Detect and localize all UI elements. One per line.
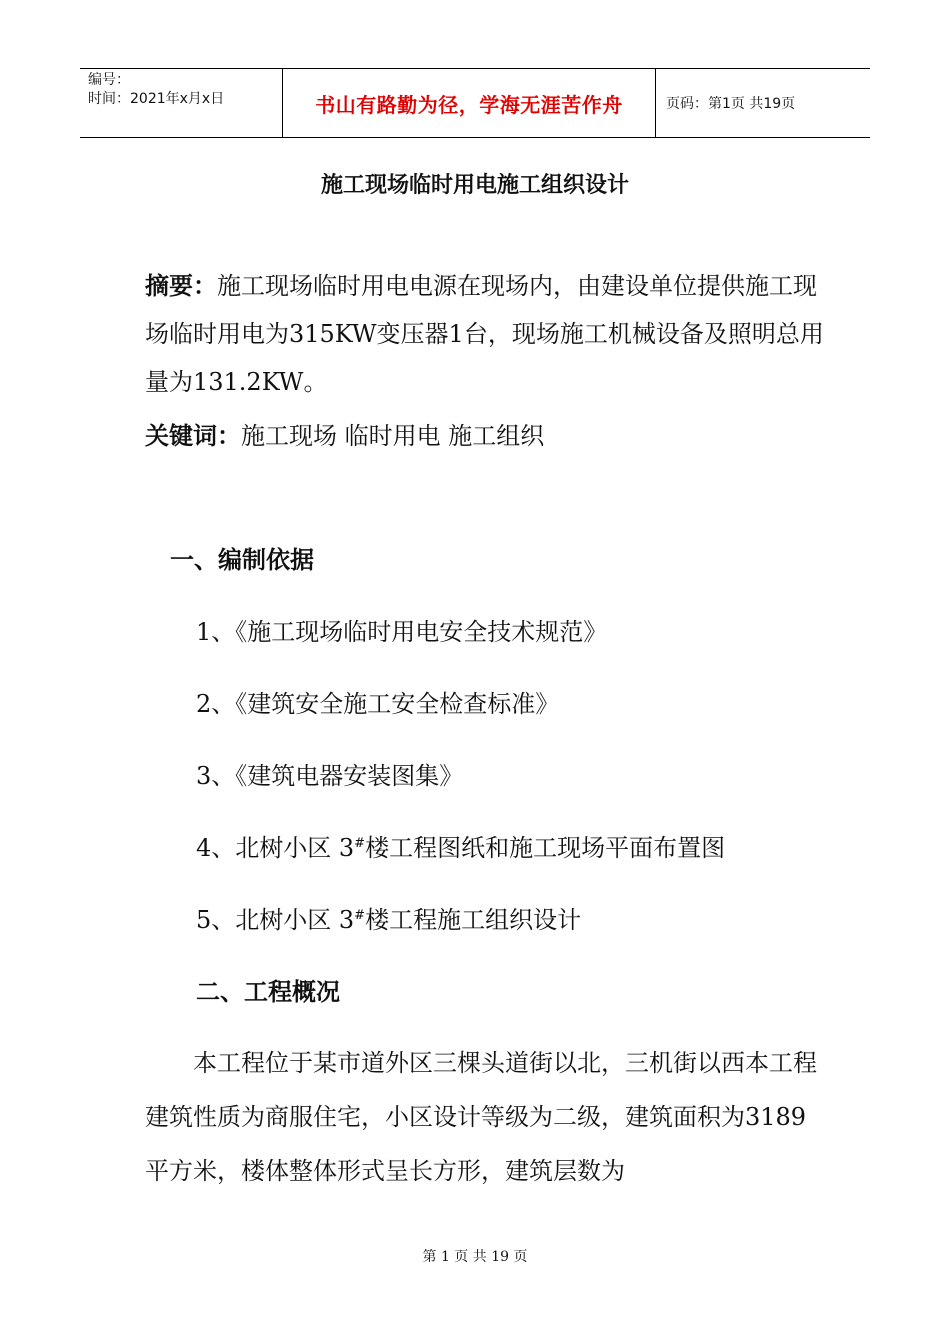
basis-item-5-pre: 5、北树小区 3 [196, 906, 355, 934]
code-label: 编号： [88, 72, 130, 88]
time-label: 时间：2021年x月x日 [88, 91, 225, 107]
keywords-label: 关键词： [145, 422, 241, 450]
basis-item-5-sup: # [354, 908, 366, 923]
document-title: 施工现场临时用电施工组织设计 [320, 173, 629, 198]
page-footer: 第 1 页 共 19 页 [422, 1249, 528, 1265]
basis-item-5 [196, 900, 581, 935]
basis-item-3: 3、《建筑电器安装图集》 [196, 762, 464, 790]
basis-item-1: 1、《施工现场临时用电安全技术规范》 [196, 618, 608, 646]
basis-item-5-post: 楼工程施工组织设计 [365, 906, 582, 934]
overview-paragraph: 本工程位于某市道外区三棵头道街以北，三机街以西本工程建筑性质为商服住宅，小区设计等级为二级，建筑面积为3189平方米，楼体整体形式呈长方形，建筑层数为 [145, 1049, 817, 1185]
section1-heading: 一、编制依据 [170, 546, 314, 574]
page-header [80, 68, 870, 138]
keywords-line [145, 416, 544, 451]
basis-item-2: 2、《建筑安全施工安全检查标准》 [196, 690, 560, 718]
basis-item-4-pre: 4、北树小区 3 [196, 834, 355, 862]
header-motto-cell [282, 69, 656, 137]
abstract-text: 施工现场临时用电电源在现场内，由建设单位提供施工现场临时用电为315KW变压器1台，现场施工机械设备及照明总用量为131.2KW。 [145, 272, 824, 396]
basis-item-4-post: 楼工程图纸和施工现场平面布置图 [365, 834, 726, 862]
abstract-paragraph [145, 262, 825, 406]
section2-heading: 二、工程概况 [196, 978, 340, 1006]
header-meta [80, 69, 282, 137]
abstract-label: 摘要： [145, 272, 217, 300]
basis-item-4-sup: # [354, 836, 366, 851]
page-info-text: 页码：第1页 共19页 [666, 96, 796, 112]
motto-text: 书山有路勤为径，学海无涯苦作舟 [315, 92, 623, 117]
basis-item-4 [196, 828, 725, 863]
header-page-info [656, 69, 870, 137]
keywords-text: 施工现场 临时用电 施工组织 [241, 422, 545, 450]
